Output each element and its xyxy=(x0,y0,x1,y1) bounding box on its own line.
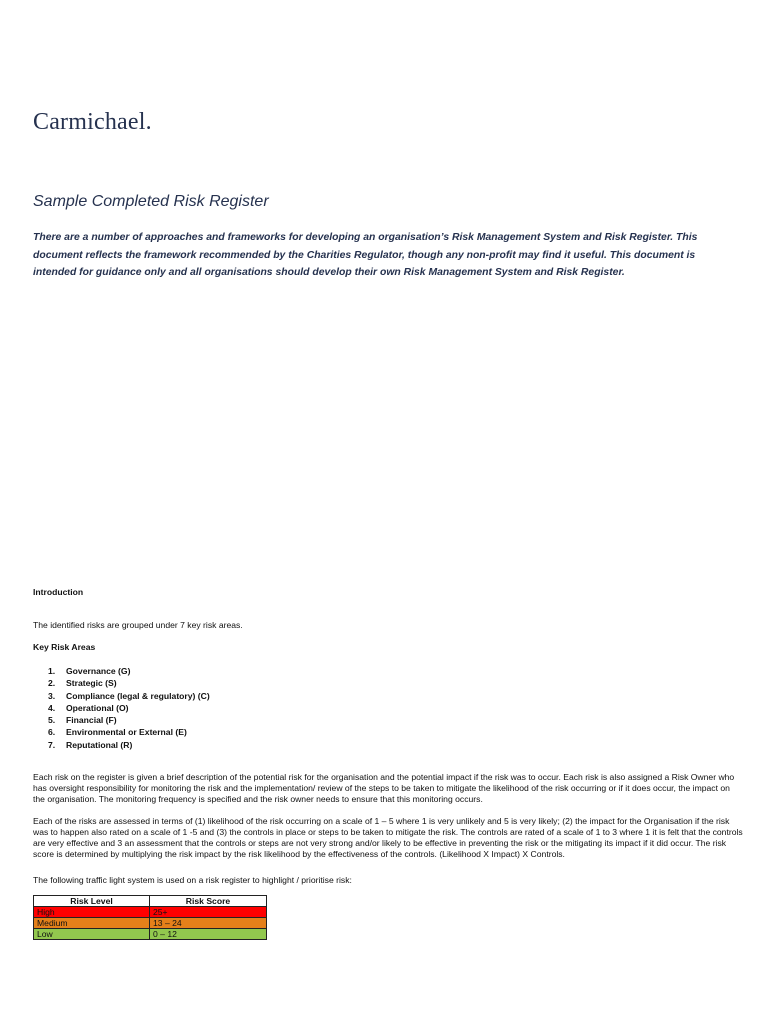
risk-level-table xyxy=(33,895,267,940)
risk-level-cell: High xyxy=(34,907,150,918)
risk-level-cell: Low xyxy=(34,929,150,940)
list-item xyxy=(33,726,210,738)
table-row xyxy=(34,929,267,940)
grouped-text: The identified risks are grouped under 7 key risk areas. xyxy=(33,620,243,630)
risk-score-cell: 0 – 12 xyxy=(150,929,267,940)
list-item-label: Operational (O) xyxy=(66,702,129,713)
traffic-light-intro: The following traffic light system is used on a risk register to highlight / prioritise risk: xyxy=(33,875,352,885)
list-item xyxy=(33,677,210,689)
carmichael-logo: Carmichael. xyxy=(33,109,152,135)
list-item-label: Financial (F) xyxy=(66,715,117,726)
list-item xyxy=(33,702,210,714)
list-item-number: 7. xyxy=(48,739,56,750)
table-row xyxy=(34,907,267,918)
list-item-label: Reputational (R) xyxy=(66,739,133,750)
list-item-number: 1. xyxy=(48,666,56,676)
list-item-label: Strategic (S) xyxy=(66,678,117,689)
key-risk-areas-heading: Key Risk Areas xyxy=(33,642,96,652)
list-item-number: 6. xyxy=(48,727,56,738)
list-item-number: 3. xyxy=(48,690,56,701)
list-item-number: 4. xyxy=(48,702,56,713)
risk-level-header: Risk Level xyxy=(34,896,150,907)
document-title: Sample Completed Risk Register xyxy=(33,193,269,210)
list-item xyxy=(33,739,210,751)
introduction-heading: Introduction xyxy=(33,587,84,597)
list-item-number: 5. xyxy=(48,715,56,726)
table-header-row xyxy=(34,896,267,907)
risk-description-paragraph: Each risk on the register is given a brief description of the potential risk for the organisation and the potential impact if the risk was to occur. Each risk is also assigned a Risk Owner who has oversight responsibility for monitoring the risk and the implementation/ review of the steps to be taken to mitigate the likelihood of the risk occurring or if it does occur, the impact on the organisation. The monitoring frequency is specified and the risk owner needs to ensure that this monitoring occurs. xyxy=(33,772,735,804)
key-risk-areas-list xyxy=(33,665,210,751)
list-item-number: 2. xyxy=(48,678,56,689)
risk-assessment-paragraph: Each of the risks are assessed in terms of (1) likelihood of the risk occurring on a scale of 1 – 5 where 1 is very unlikely and 5 is very likely; (2) the impact for the Organisation if the risk was to happen also rated on a scale of 1 -5 and (3) the controls in place or steps to be taken to mitigate the risk. The controls are rated of a scale of 1 to 3 where 1 it is felt that the controls are very effective and 3 an assessment that the controls or steps are not very strong and/or likely to be effective in preventing the risk or the mitigating its impact if it did occur. The risk score is determined by multiplying the risk impact by the risk likelihood by the effectiveness of the controls. (Likelihood X Impact) X Controls. xyxy=(33,816,743,859)
risk-score-header: Risk Score xyxy=(150,896,267,907)
lead-paragraph: There are a number of approaches and frameworks for developing an organisation’s Risk Management System and Risk Register. This document reflects the framework recommended by the Charities Regulator, though any non-profit may find it useful. This document is intended for guidance only and all organisations should develop their own Risk Management System and Risk Register. xyxy=(33,232,698,278)
risk-score-cell: 25+ xyxy=(150,907,267,918)
list-item xyxy=(33,690,210,702)
risk-score-cell: 13 – 24 xyxy=(150,918,267,929)
table-row xyxy=(34,918,267,929)
list-item xyxy=(33,665,210,677)
list-item xyxy=(33,714,210,726)
list-item-label: Governance (G) xyxy=(66,666,131,676)
list-item-label: Environmental or External (E) xyxy=(66,727,187,738)
risk-level-cell: Medium xyxy=(34,918,150,929)
list-item-label: Compliance (legal & regulatory) (C) xyxy=(66,690,210,701)
